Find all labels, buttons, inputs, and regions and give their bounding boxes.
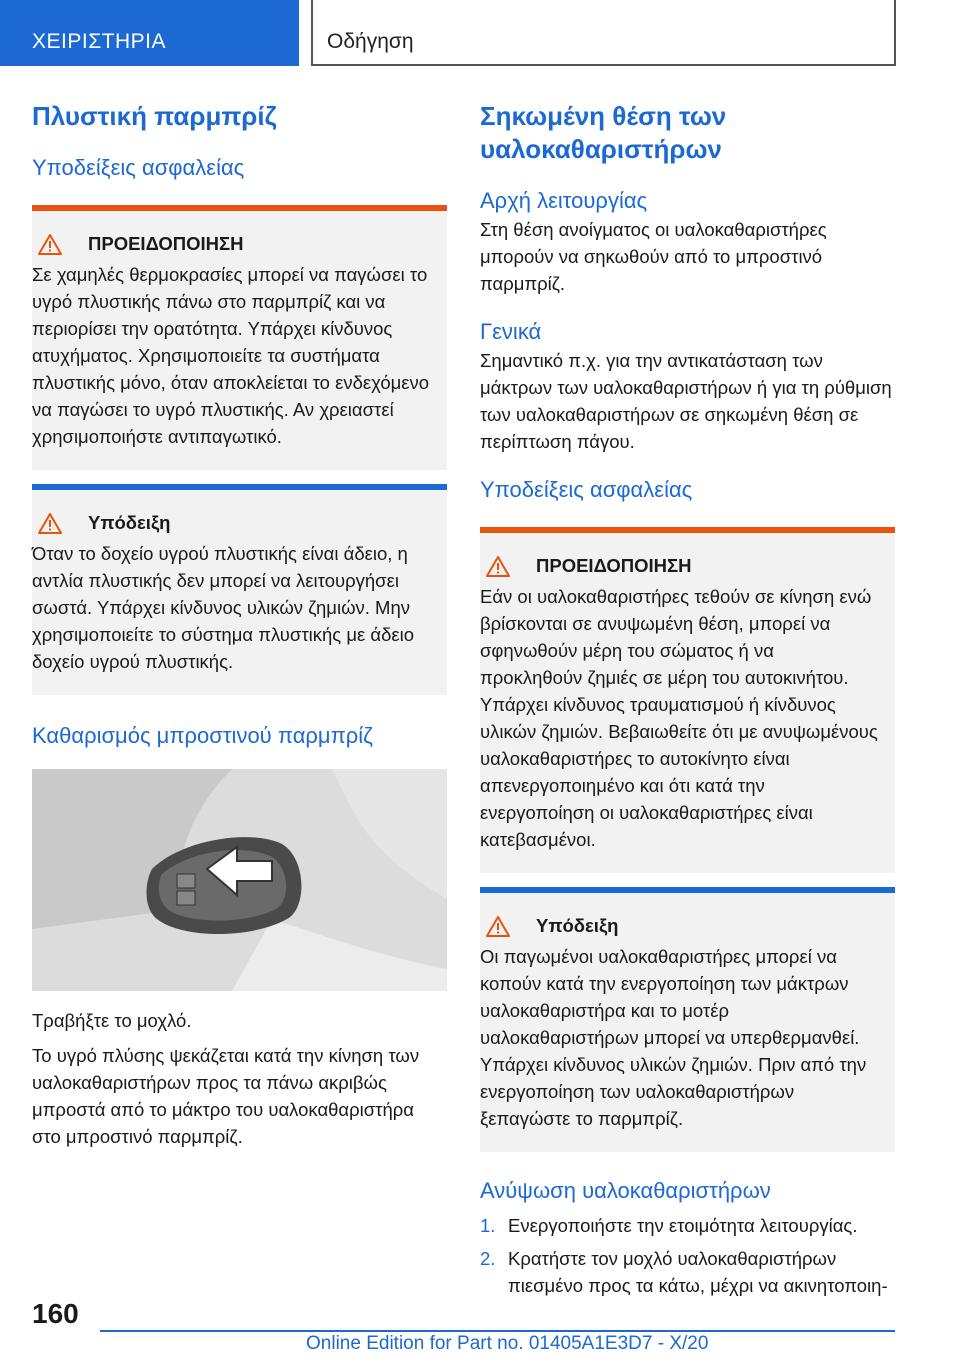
page-number: 160: [32, 1298, 79, 1329]
step-text: Ενεργοποιήστε την ετοιμότητα λειτουργίας.: [508, 1215, 858, 1236]
footer-divider: [100, 1330, 895, 1332]
raised-position-title: Σηκωμένη θέση των υαλοκαθαριστήρων: [480, 101, 727, 164]
warning-triangle-icon: [486, 556, 510, 577]
page-header: [0, 0, 960, 66]
edition-text: Online Edition for Part no. 01405A1E3D7 - X/20: [306, 1333, 709, 1354]
general-heading: Γενικά: [480, 319, 542, 344]
left-note-box: [32, 484, 447, 695]
step-text: Κρατήστε τον μοχλό υαλοκαθαριστήρων πιεσμένο προς τα κάτω, μέχρι να ακινητοποιη-: [508, 1248, 888, 1296]
section-tab: ΧΕΙΡΙΣΤΗΡΙΑ: [0, 0, 299, 66]
warning-label: ΠΡΟΕΙΔΟΠΟΙΗΣΗ: [88, 233, 244, 254]
note-text: Οι παγωμένοι υαλοκαθαριστήρες μπορεί να κοπούν κατά την ενεργοποίηση των μάκτρων υαλοκαθαριστήρα και το μοτέρ υαλοκαθαριστήρων μπορεί να υπερθερμανθεί. Υπάρχει κίνδυνος υλικών ζημιών. Πριν από την ενεργοποίηση των υαλοκαθαριστήρων ξεπαγώστε το παρμπρίζ.: [480, 946, 867, 1129]
warning-text: Σε χαμηλές θερμοκρασίες μπορεί να παγώσει το υγρό πλυστικής πάνω στο παρμπρίζ και να περιορίσει την ορατότητα. Υπάρχει κίνδυνος ατυχήματος. Χρησιμοποιείτε τα συστήματα πλυστικής μόνο, όταν αποκλείεται το ενδεχόμενο να παγώσει το υγρό πλυστικής. Αν χρειαστεί χρησιμοποιήστε αντιπαγωτικό.: [32, 264, 430, 447]
wiper-lever-illustration: [32, 769, 447, 991]
right-safety-heading: Υποδείξεις ασφαλείας: [480, 477, 693, 502]
washer-title: Πλυστική παρμπρίζ: [32, 101, 277, 131]
warning-label: ΠΡΟΕΙΔΟΠΟΙΗΣΗ: [536, 555, 692, 576]
principle-text: Στη θέση ανοίγματος οι υαλοκαθαριστήρες μπορούν να σηκωθούν από το μπροστινό παρμπρίζ.: [480, 219, 827, 294]
lever-image: [32, 769, 447, 991]
pull-lever-text: Τραβήξτε το μοχλό.: [32, 1010, 192, 1031]
principle-heading: Αρχή λειτουργίας: [480, 188, 648, 213]
step-number: 1.: [480, 1215, 496, 1236]
spray-text: Το υγρό πλύσης ψεκάζεται κατά την κίνηση των υαλοκαθαριστήρων προς τα πάνω ακριβώς μπροστά από το μάκτρο του υαλοκαθαριστήρα στο μπροστινό παρμπρίζ.: [32, 1045, 420, 1147]
cleaning-heading: Καθαρισμός μπροστινού παρμπρίζ: [32, 723, 373, 748]
left-column: [32, 100, 447, 1150]
left-safety-heading: Υποδείξεις ασφαλείας: [32, 155, 245, 180]
note-label: Υπόδειξη: [88, 512, 171, 533]
right-column: [480, 100, 895, 1305]
raise-heading: Ανύψωση υαλοκαθαριστήρων: [480, 1178, 771, 1203]
chapter-title: Οδήγηση: [327, 30, 414, 53]
note-text: Όταν το δοχείο υγρού πλυστικής είναι άδειο, η αντλία πλυστικής δεν μπορεί να λειτουργήσει σωστά. Υπάρχει κίνδυνος υλικών ζημιών. Μην χρησιμοποιείτε το σύστημα πλυστικής με άδειο δοχείο υγρού πλυστικής.: [32, 543, 415, 672]
list-item: [480, 1245, 895, 1299]
left-warning-box: [32, 205, 447, 470]
note-triangle-icon: [38, 513, 62, 534]
right-warning-box: [480, 527, 895, 873]
general-text: Σημαντικό π.χ. για την αντικατάσταση των μάκτρων των υαλοκαθαριστήρων ή για τη ρύθμιση των υαλοκαθαριστήρων σε σηκωμένη θέση σε περίπτωση πάγου.: [480, 350, 892, 452]
note-label: Υπόδειξη: [536, 915, 619, 936]
note-triangle-icon: [486, 916, 510, 937]
raise-steps-list: [480, 1212, 895, 1299]
step-number: 2.: [480, 1248, 496, 1269]
list-item: [480, 1212, 895, 1239]
right-note-box: [480, 887, 895, 1152]
warning-triangle-icon: [38, 234, 62, 255]
warning-text: Εάν οι υαλοκαθαριστήρες τεθούν σε κίνηση ενώ βρίσκονται σε ανυψωμένη θέση, μπορεί να σφηνωθούν μέρη του σώματος ή να προκληθούν ζημιές σε μέρη του αυτοκινήτου. Υπάρχει κίνδυνος τραυματισμού ή κίνδυνος υλικών ζημιών. Βεβαιωθείτε ότι με ανυψωμένους υαλοκαθαριστήρες το αυτοκίνητο είναι απενεργοποιημένο και ότι κατά την ενεργοποίηση οι υαλοκαθαριστήρες είναι κατεβασμένοι.: [480, 586, 878, 850]
chapter-box: [311, 0, 896, 66]
